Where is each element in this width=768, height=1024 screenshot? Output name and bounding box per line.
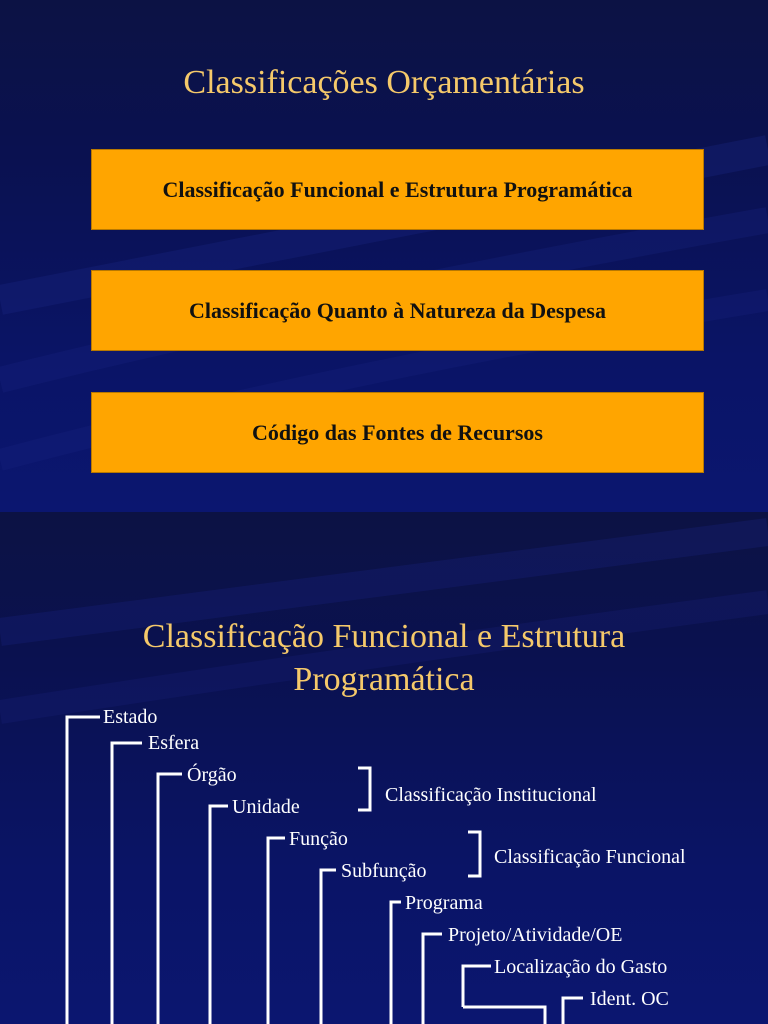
slide-funcional-programatica <box>0 512 768 1024</box>
hierarchy-connectors <box>0 512 768 1024</box>
level-orgao: Órgão <box>187 764 237 786</box>
level-programa: Programa <box>405 892 483 914</box>
connector-estado <box>67 717 100 1024</box>
group-funcional: Classificação Funcional <box>494 846 686 868</box>
level-funcao: Função <box>289 828 348 850</box>
slide-title-line-2: Programática <box>293 661 475 698</box>
connector-esfera <box>112 743 142 1024</box>
bracket-institucional <box>358 768 370 810</box>
level-localizacao-gasto: Localização do Gasto <box>494 956 668 978</box>
connector-subfuncao <box>321 870 336 1024</box>
connector-orgao <box>158 774 182 1024</box>
slide-title-line-1: Classificação Funcional e Estrutura <box>142 618 626 655</box>
bracket-funcional <box>468 832 480 876</box>
level-esfera: Esfera <box>148 732 200 754</box>
box-fontes-recursos: Código das Fontes de Recursos <box>91 392 704 473</box>
level-ident-oc: Ident. OC <box>590 988 669 1010</box>
group-institucional: Classificação Institucional <box>385 784 597 806</box>
box-natureza-despesa: Classificação Quanto à Natureza da Despesa <box>91 270 704 351</box>
connector-projeto <box>423 934 442 1024</box>
box-funcional-programatica: Classificação Funcional e Estrutura Programática <box>91 149 704 230</box>
connector-unidade <box>210 806 228 1024</box>
level-projeto-atividade: Projeto/Atividade/OE <box>448 924 623 946</box>
connector-programa <box>391 902 401 1024</box>
slide-title: Classificações Orçamentárias <box>183 64 585 101</box>
connector-ident-oc <box>563 998 583 1024</box>
connector-funcao <box>268 838 285 1024</box>
level-unidade: Unidade <box>232 796 300 818</box>
level-subfuncao: Subfunção <box>341 860 427 882</box>
level-estado: Estado <box>103 706 158 728</box>
